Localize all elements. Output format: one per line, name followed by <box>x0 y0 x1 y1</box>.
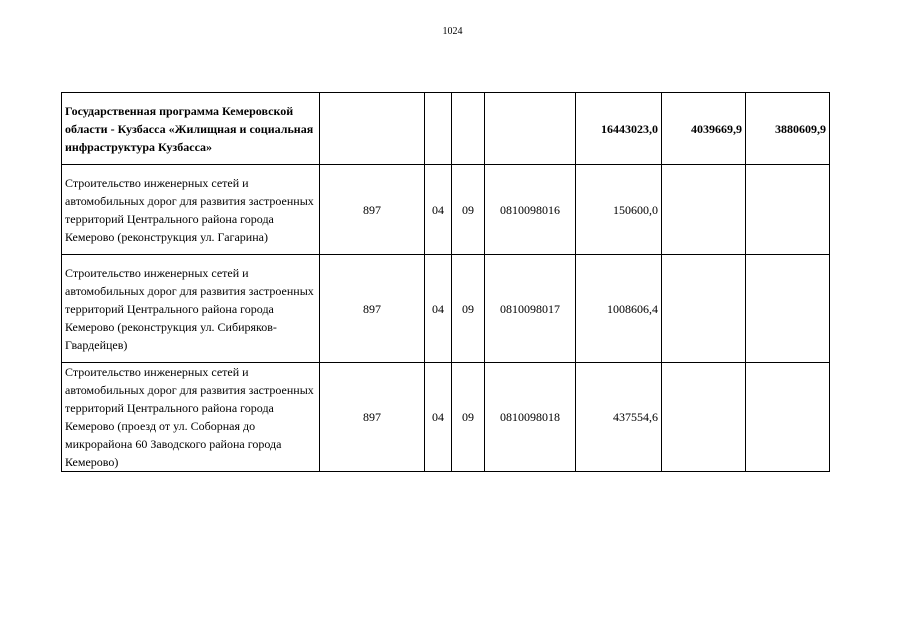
subsection-code-cell: 09 <box>452 363 485 472</box>
section-code-cell: 04 <box>425 255 452 363</box>
amount-3-cell <box>746 363 830 472</box>
target-code-cell <box>485 93 576 165</box>
amount-1-cell: 437554,6 <box>576 363 662 472</box>
amount-1-cell: 16443023,0 <box>576 93 662 165</box>
budget-table <box>61 92 830 472</box>
amount-3-cell <box>746 165 830 255</box>
amount-2-cell: 4039669,9 <box>662 93 746 165</box>
amount-1-cell: 1008606,4 <box>576 255 662 363</box>
amount-2-cell <box>662 165 746 255</box>
amount-3-cell <box>746 255 830 363</box>
table-row <box>62 363 830 472</box>
subsection-code-cell: 09 <box>452 255 485 363</box>
table-row <box>62 255 830 363</box>
table-row-program <box>62 93 830 165</box>
amount-1-cell: 150600,0 <box>576 165 662 255</box>
amount-2-cell <box>662 363 746 472</box>
row-name-cell: Строительство инженерных сетей и автомобильных дорог для развития застроенных территорий Центрального района города Кемерово (проезд от ул. Соборная до микрорайона 60 Заводского района города Кемерово) <box>62 363 320 472</box>
row-name-cell: Государственная программа Кемеровской области - Кузбасса «Жилищная и социальная инфраструктура Кузбасса» <box>62 93 320 165</box>
subsection-code-cell: 09 <box>452 165 485 255</box>
page-number: 1024 <box>442 26 463 37</box>
row-name-cell: Строительство инженерных сетей и автомобильных дорог для развития застроенных территорий Центрального района города Кемерово (реконструкция ул. Гагарина) <box>62 165 320 255</box>
row-name-cell: Строительство инженерных сетей и автомобильных дорог для развития застроенных территорий Центрального района города Кемерово (реконструкция ул. Сибиряков-Гвардейцев) <box>62 255 320 363</box>
ministry-code-cell: 897 <box>320 363 425 472</box>
ministry-code-cell: 897 <box>320 255 425 363</box>
target-code-cell: 0810098017 <box>485 255 576 363</box>
subsection-code-cell <box>452 93 485 165</box>
target-code-cell: 0810098016 <box>485 165 576 255</box>
target-code-cell: 0810098018 <box>485 363 576 472</box>
amount-3-cell: 3880609,9 <box>746 93 830 165</box>
section-code-cell: 04 <box>425 165 452 255</box>
ministry-code-cell: 897 <box>320 165 425 255</box>
ministry-code-cell <box>320 93 425 165</box>
section-code-cell: 04 <box>425 363 452 472</box>
amount-2-cell <box>662 255 746 363</box>
section-code-cell <box>425 93 452 165</box>
table-row <box>62 165 830 255</box>
